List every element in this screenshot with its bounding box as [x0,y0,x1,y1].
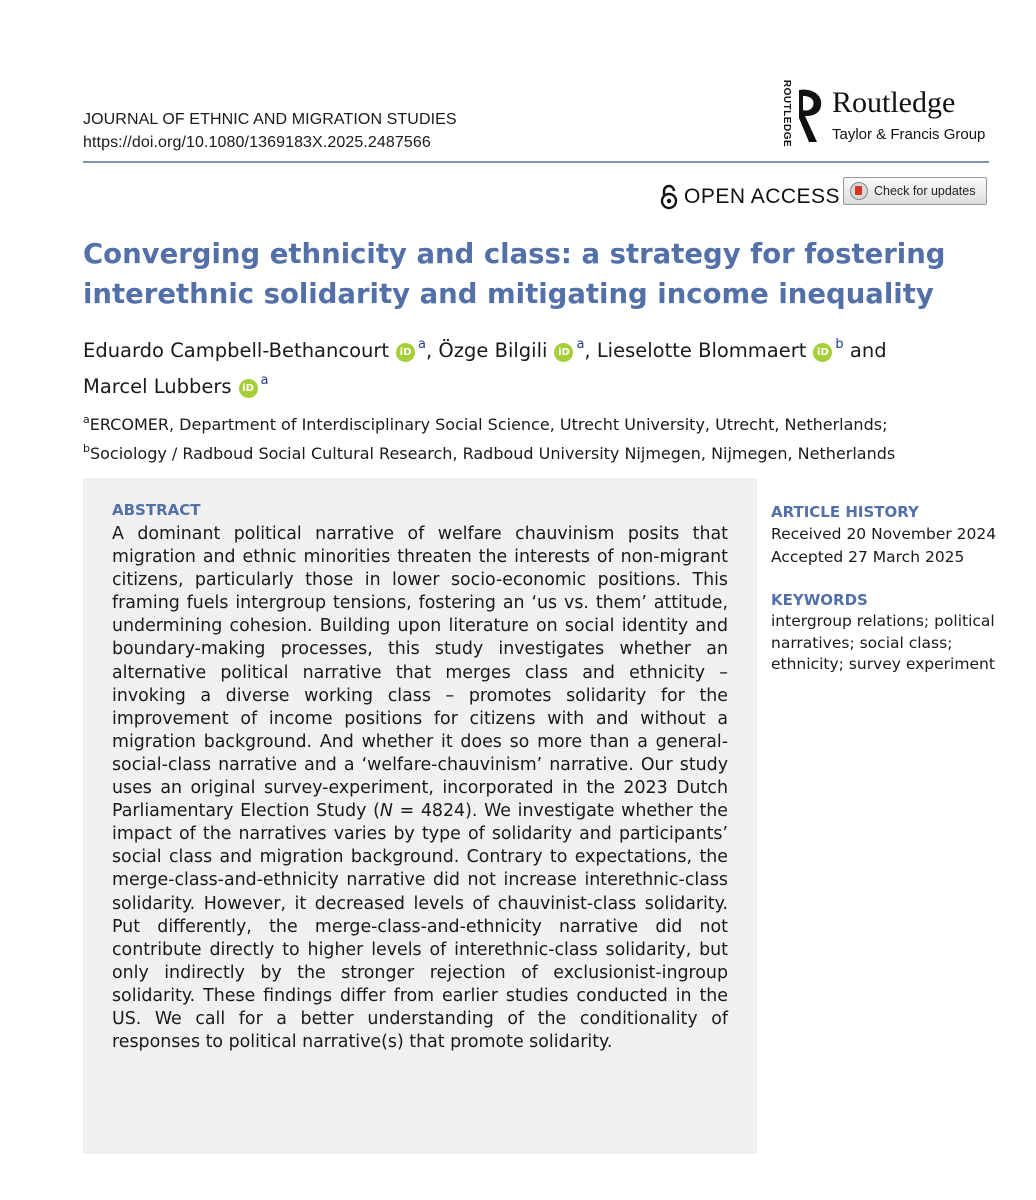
affiliation-item: $^a$ERCOMER, Department of Interdisciplinary Social Science, Utrecht University, Utrecht, Netherlands; [83,413,888,434]
author-separator: , [426,339,433,362]
author-and: and [849,339,887,362]
publisher-logo [775,79,995,150]
journal-header [83,108,457,154]
keywords-heading: KEYWORDS [771,591,868,609]
header-divider [83,161,989,163]
abstract-text: A dominant political narrative of welfare chauvinism posits that migration and ethnic minorities threaten the interests of non-migrant citizens, particularly those in lower socio-economic positions. This framing fuels intergroup tensions, fostering an ‘us vs. them’ attitude, undermining cohesion. Building upon literature on social identity and boundary-making processes, this study investigates whether an alternative political narrative that merges class and ethnicity – invoking a diverse working class – promotes solidarity for the improvement of income positions for citizens with and without a migration background. And whether it does so more than a general-social-class narrative and a ‘welfare-chauvinism’ narrative. Our study uses an original survey-experiment, incorporated in the 2023 Dutch Parliamentary Election Study (N = 4824). We investigate whether the impact of the narratives varies by type of solidarity and participants’ social class and migration background. Contrary to expectations, the merge-class-and-ethnicity narrative did not increase interethnic-class solidarity. However, it decreased levels of chauvinist-class solidarity. Put differently, the merge-class-and-ethnicity narrative did not contribute directly to higher levels of interethnic-class solidarity, but only indirectly by the stronger rejection of exclusionist-ingroup solidarity. These findings differ from earlier studies conducted in the US. We call for a better understanding of the conditionality of responses to political narrative(s) that promote solidarity. [112,524,728,1053]
affiliation-marker[interactable]: a [576,337,585,352]
author-name[interactable]: Marcel Lubbers [83,375,232,398]
check-for-updates-label: Check for updates [874,184,976,198]
author-name[interactable]: Özge Bilgili [438,339,548,362]
crossmark-icon [850,182,868,200]
keywords-list: intergroup relations; political narratives; social class; ethnicity; survey experiment [771,612,995,673]
accepted-date: Accepted 27 March 2025 [771,548,965,566]
orcid-icon[interactable]: iD [239,379,258,398]
journal-name: JOURNAL OF ETHNIC AND MIGRATION STUDIES [83,111,457,128]
open-access-label: OPEN ACCESS [684,185,841,208]
orcid-icon[interactable]: iD [396,343,415,362]
article-title-line-1: Converging ethnicity and class: a strategy for fostering [83,238,946,270]
affiliation-marker[interactable]: b [835,337,844,352]
doi-link[interactable]: https://doi.org/10.1080/1369183X.2025.2487566 [83,134,431,151]
n-symbol: N [379,801,393,822]
check-for-updates-button[interactable] [843,177,987,205]
affiliations [83,408,1003,466]
article-title [83,234,983,314]
orcid-icon[interactable]: iD [813,343,832,362]
affiliation-marker[interactable]: a [418,337,427,352]
article-title-line-2: interethnic solidarity and mitigating income inequality [83,278,934,310]
author-name[interactable]: Eduardo Campbell-Bethancourt [83,339,390,362]
author-separator: , [584,339,591,362]
affiliation-marker[interactable]: a [260,373,269,388]
publisher-side-text: ROUTLEDGE [781,79,793,148]
open-access-badge [660,184,840,210]
orcid-icon[interactable]: iD [554,343,573,362]
affiliation-item: $^b$Sociology / Radboud Social Cultural Research, Radboud University Nijmegen, Nijmegen, Netherlands [83,442,896,463]
author-name[interactable]: Lieselotte Blommaert [596,339,807,362]
article-history-heading: ARTICLE HISTORY [771,503,919,521]
open-lock-icon [660,184,678,210]
author-list [83,330,1003,402]
publisher-group: Taylor & Francis Group [832,126,986,143]
received-date: Received 20 November 2024 [771,525,997,543]
routledge-r-icon [793,86,827,146]
publisher-name: Routledge [832,86,956,119]
article-sidebar [771,501,1001,676]
abstract-heading: ABSTRACT [112,501,201,519]
